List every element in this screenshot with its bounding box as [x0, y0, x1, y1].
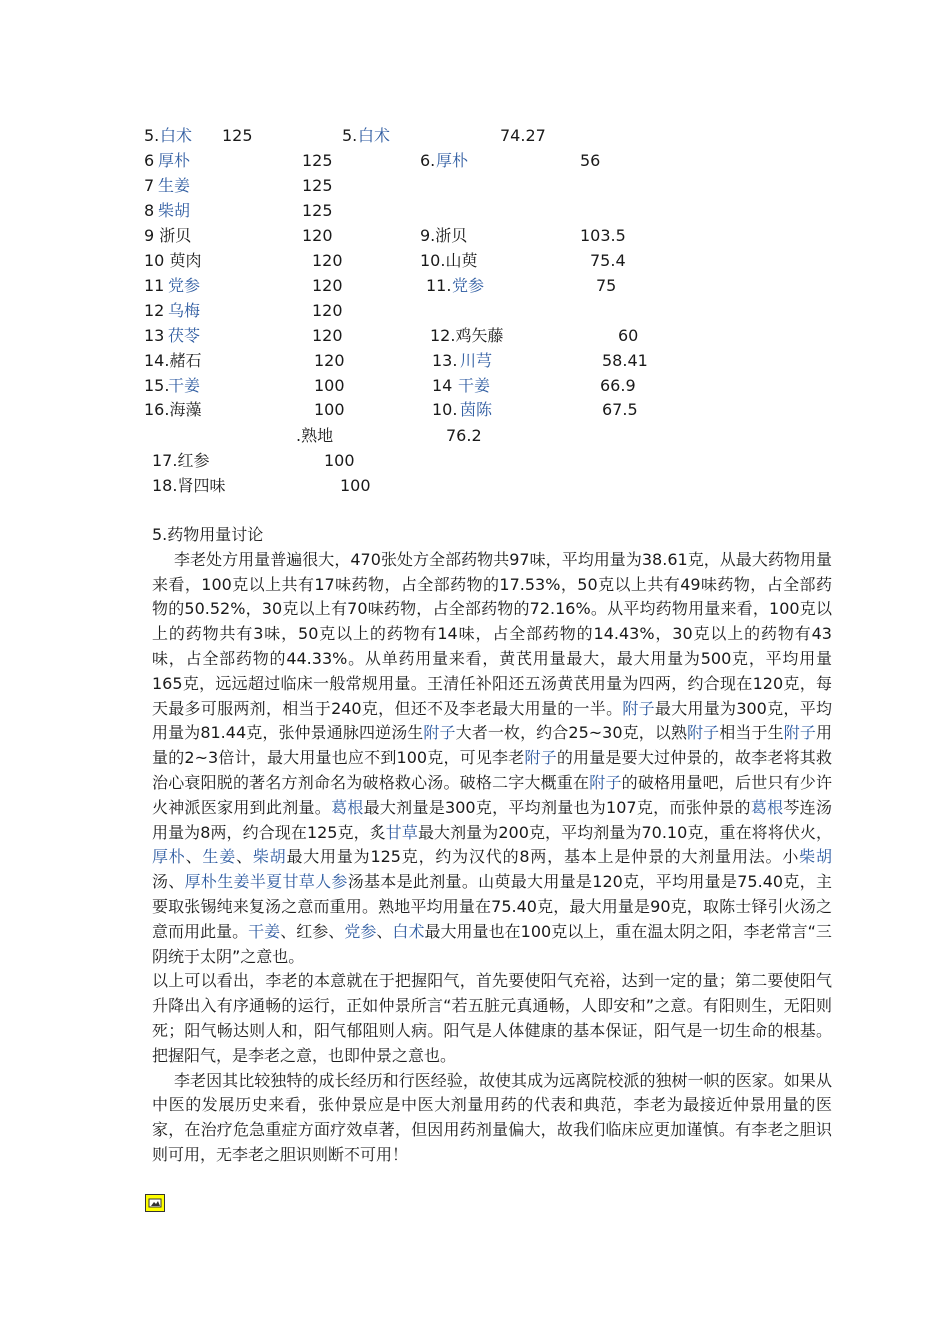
herb-name: 16.海藻	[144, 400, 202, 419]
paragraph	[152, 1069, 832, 1168]
herb-link[interactable]: 乌梅	[168, 301, 201, 320]
dose-max: 120	[312, 326, 343, 345]
dose-avg: 76.2	[446, 426, 482, 445]
text-run: 大者一枚，约合25~30克，以熟	[455, 723, 688, 743]
dose-max: 120	[312, 301, 343, 320]
row-index: 6	[144, 151, 155, 170]
dose-max: 125	[222, 126, 253, 145]
herb-link[interactable]: 厚朴生姜半夏甘草人参	[184, 872, 348, 892]
herb-name: 10 萸肉	[144, 251, 202, 270]
row-index-avg: 5.	[342, 126, 358, 145]
text-run: 李老因其比较独特的成长经历和行医经验，故使其成为远离院校派的独树一帜的医家。如果从中医的发展历史来看，张仲景应是中医大剂量用药的代表和典范，李老为最接近仲景用量的医家，在治疗危急重症方面疗效卓著，但因用药剂量偏大，故我们临床应更加谨慎。有李老之胆识则可用，无李老之胆识则断不可用！	[152, 1070, 832, 1164]
paragraph	[152, 548, 832, 970]
dose-avg: 75.4	[590, 251, 626, 270]
dose-avg: 60	[618, 326, 639, 345]
herb-link[interactable]: 茯苓	[168, 326, 201, 345]
text-run: 的破格用量吧，后世只有少许火神派医家用到此剂量。	[152, 772, 832, 817]
text-run: 汤、	[152, 872, 185, 892]
herb-link[interactable]: 白术	[358, 126, 391, 145]
row-index-avg: 10.	[432, 400, 458, 419]
dose-max: 100	[324, 451, 355, 470]
herb-link[interactable]: 厚朴	[436, 151, 469, 170]
herb-name-avg: 10.山萸	[420, 251, 478, 270]
herb-link[interactable]: 葛根	[331, 797, 364, 817]
text-run: 、	[236, 847, 253, 867]
herb-link[interactable]: 柴胡	[158, 201, 191, 220]
text-run: 相当于生	[719, 723, 784, 743]
herb-name-avg: 12.鸡矢藤	[430, 326, 504, 345]
herb-link[interactable]: 附子	[589, 772, 622, 792]
herb-link[interactable]: 生姜	[202, 847, 237, 867]
herb-link[interactable]: 附子	[524, 748, 557, 768]
herb-link[interactable]: 干姜	[248, 921, 281, 941]
herb-link[interactable]: 柴胡	[799, 847, 832, 867]
text-run: 、红参、	[280, 921, 345, 941]
paragraph	[152, 969, 832, 1068]
row-index: 11	[144, 276, 165, 295]
herb-link[interactable]: 厚朴	[152, 847, 186, 867]
row-index: 8	[144, 201, 155, 220]
herb-link[interactable]: 白术	[160, 126, 193, 145]
herb-link[interactable]: 茵陈	[460, 400, 493, 419]
row-index: 5.	[144, 126, 160, 145]
herb-link[interactable]: 党参	[452, 276, 485, 295]
herb-name: 9 浙贝	[144, 226, 192, 245]
dose-max: 125	[302, 151, 333, 170]
herb-link[interactable]: 附子	[622, 698, 655, 718]
herb-link[interactable]: 干姜	[458, 376, 491, 395]
herb-link[interactable]: 附子	[687, 723, 720, 743]
dose-max: 100	[314, 400, 345, 419]
text-run: 、	[376, 921, 393, 941]
dose-avg: 103.5	[580, 226, 626, 245]
dose-avg: 75	[596, 276, 617, 295]
herb-link[interactable]: 白术	[392, 921, 425, 941]
text-run: 、	[185, 847, 203, 867]
herb-link[interactable]: 葛根	[750, 797, 784, 817]
herb-link[interactable]: 川芎	[460, 351, 493, 370]
dose-avg: 74.27	[500, 126, 546, 145]
herb-name-avg: .熟地	[296, 426, 334, 445]
row-index-avg: 14	[432, 376, 453, 395]
herb-link[interactable]: 生姜	[158, 176, 191, 195]
text-run: 最大剂量是300克，平均剂量也为107克，而张仲景的	[363, 797, 751, 817]
herb-link[interactable]: 党参	[344, 921, 377, 941]
text-run: 的用量是要大过仲景的，故李老将其救治心衰阳脱的著名方剂命名为破格救心汤。破格二字大概重在	[152, 748, 832, 792]
dose-max: 120	[314, 351, 345, 370]
herb-name: 17.红参	[152, 451, 210, 470]
text-run: 最大用量为125克，约为汉代的8两，基本上是仲景的大剂量用法。小	[286, 847, 800, 867]
text-run: 以上可以看出，李老的本意就在于把握阳气，首先要使阳气充裕，达到一定的量；第二要使阳气升降出入有序通畅的运行，正如仲景所言“若五脏元真通畅，人即安和”之意。有阳则生，无阳则死；阳气畅达则人和，阳气郁阻则人病。阳气是人体健康的基本保证，阳气是一切生命的根基。把握阳气，是李老之意，也即仲景之意也。	[152, 971, 832, 1065]
dose-avg: 58.41	[602, 351, 648, 370]
dose-max: 125	[302, 176, 333, 195]
dose-avg: 66.9	[600, 376, 636, 395]
dose-max: 125	[302, 201, 333, 220]
dose-max: 120	[312, 276, 343, 295]
image-placeholder-icon[interactable]	[145, 1194, 165, 1212]
herb-name: 18.肾四味	[152, 476, 226, 495]
herb-link[interactable]: 柴胡	[252, 847, 287, 867]
text-run: 汤基本是此剂量。山萸最大用量是120克，平均用量是75.40克，主要取张锡纯来复汤之意而重用。熟地平均用量在75.40克，最大用量是90克，取陈士铎引火汤之意而用此量。	[152, 872, 832, 941]
herb-link[interactable]: 厚朴	[158, 151, 191, 170]
dose-max: 100	[340, 476, 371, 495]
dose-max: 120	[302, 226, 333, 245]
dose-avg: 67.5	[602, 400, 638, 419]
row-index: 13	[144, 326, 165, 345]
row-index-avg: 6.	[420, 151, 436, 170]
row-index: 12	[144, 301, 165, 320]
herb-link[interactable]: 党参	[168, 276, 201, 295]
dose-avg: 56	[580, 151, 601, 170]
text-run: 用量的2~3倍计，最大用量也应不到100克，可见李老	[152, 723, 832, 768]
text-run: 最大用量也在100克以上，重在温太阴之阳，李老常言“三阴统于太阴”之意也。	[152, 921, 832, 966]
text-run: 最大剂量为200克，平均剂量为70.10克，重在将将伏火，	[417, 822, 832, 842]
herb-name: 14.赭石	[144, 351, 202, 370]
section-heading: 5.药物用量讨论	[152, 525, 264, 544]
herb-name-avg: 9.浙贝	[420, 226, 468, 245]
row-index: 7	[144, 176, 155, 195]
row-index: 15.	[144, 376, 170, 395]
row-index-avg: 11.	[426, 276, 452, 295]
text-run: 最大用量为300克，平均用量为81.44克，张仲景通脉四逆汤生	[152, 698, 832, 743]
text-run: 芩连汤用量为8两，约合现在125克，炙	[152, 797, 832, 842]
dose-max: 120	[312, 251, 343, 270]
dose-max: 100	[314, 376, 345, 395]
discussion-section	[152, 523, 832, 1168]
herb-link[interactable]: 甘草	[385, 822, 418, 842]
text-run: 李老处方用量普遍很大，470张处方全部药物共97味，平均用量为38.61克，从最大药物用量来看，100克以上共有17味药物，占全部药物的17.53%，50克以上共有49味药物，占全部药物的50.52%，30克以上有70味药物，占全部药物的72.16%。从平均药物用量来看，100克以上的药物共有3味，50克以上的药物有14味，占全部药物的14.43%，30克以上的药物有43味，占全部药物的44.33%。从单药用量来看，黄芪用量最大，最大用量为500克，平均用量165克，远远超过临床一般常规用量。王清任补阳还五汤黄芪用量为四两，约合现在120克，每天最多可服两剂，相当于240克，但还不及李老最大用量的一半。	[152, 549, 832, 718]
herb-link[interactable]: 附子	[423, 723, 456, 743]
herb-link[interactable]: 附子	[783, 723, 816, 743]
row-index-avg: 13.	[432, 351, 458, 370]
herb-link[interactable]: 干姜	[168, 376, 201, 395]
